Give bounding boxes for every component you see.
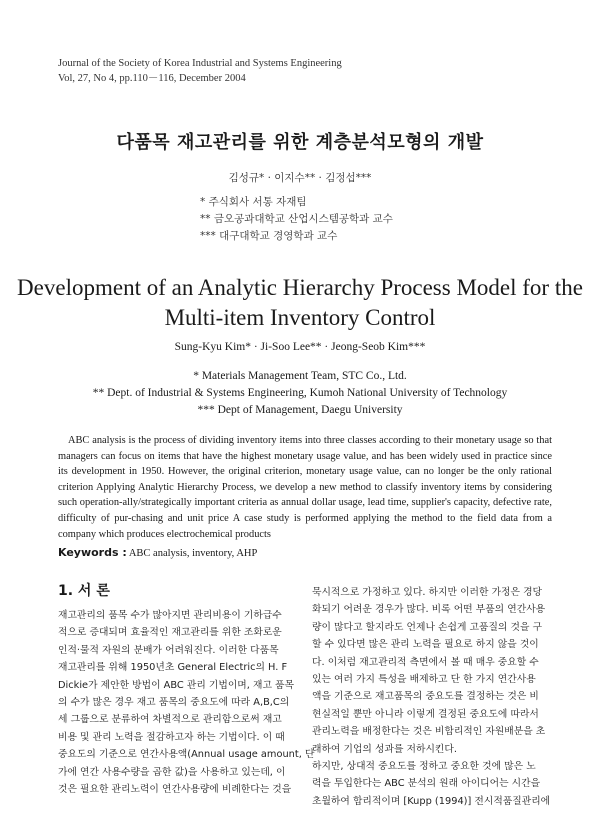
body-line: 것은 필요한 관리노력이 연간사용량에 비례한다는 것을 bbox=[58, 784, 292, 796]
journal-header bbox=[58, 56, 342, 86]
body-line: Dickie가 제안한 방법이 ABC 관리 기법이며, 재고 품목 bbox=[58, 679, 294, 691]
korean-affiliation: ** 금오공과대학교 산업시스템공학과 교수 bbox=[200, 213, 393, 225]
korean-affiliation: *** 대구대학교 경영학과 교수 bbox=[200, 230, 338, 242]
journal-name: Journal of the Society of Korea Industrial and Systems Engineering bbox=[58, 58, 342, 69]
body-line: 현실적일 뿐만 아니라 이렇게 결정된 중요도에 따라서 bbox=[312, 708, 539, 720]
body-column-left bbox=[58, 607, 315, 798]
english-authors: Sung-Kyu Kim* · Ji-Soo Lee** · Jeong-Seob Kim*** bbox=[174, 341, 426, 353]
body-line: 묵시적으로 가정하고 있다. 하지만 이러한 가정은 경당 bbox=[312, 587, 543, 598]
english-affiliation: * Materials Management Team, STC Co., Ltd. bbox=[193, 370, 407, 382]
english-affiliation: ** Dept. of Industrial & Systems Engineering, Kumoh National University of Technology bbox=[92, 387, 508, 399]
body-line: 액을 기준으로 재고품목의 중요도를 결정하는 것은 비 bbox=[312, 691, 539, 703]
english-title bbox=[0, 273, 600, 333]
body-line: 가에 연간 사용수량을 곱한 값)을 사용하고 있는데, 이 bbox=[58, 766, 286, 778]
body-line: 중요도의 기준으로 연간사용액(Annual usage amount, 단 bbox=[58, 749, 315, 761]
korean-title: 다품목 재고관리를 위한 계층분석모형의 개발 bbox=[116, 132, 484, 153]
korean-affiliation: * 주식회사 서통 자재팀 bbox=[200, 196, 307, 208]
body-line: 하지만, 상대적 중요도를 정하고 중요한 것에 많은 노 bbox=[312, 761, 536, 773]
body-line: 관리노력을 배정한다는 것은 비합리적인 자원배분을 초 bbox=[312, 726, 546, 738]
body-line: 비용 및 관리 노력을 절감하고자 하는 기법이다. 이 때 bbox=[58, 731, 285, 743]
korean-authors: 김성규* · 이지수** · 김정섭*** bbox=[228, 172, 372, 184]
body-line: 초월하여 합리적이며 [Kupp (1994)] 전시적품질관리에 bbox=[312, 795, 551, 807]
section-heading: 1. 서 론 bbox=[58, 583, 110, 599]
english-title-line: Multi-item Inventory Control bbox=[164, 305, 436, 330]
body-line: 력을 투입한다는 ABC 분석의 원래 아이디어는 시간을 bbox=[312, 778, 541, 790]
keywords bbox=[58, 546, 257, 559]
english-title-line: Development of an Analytic Hierarchy Process Model for the bbox=[17, 275, 583, 300]
english-affiliation: *** Dept of Management, Daegu University bbox=[197, 404, 403, 416]
korean-affiliations bbox=[200, 194, 393, 245]
body-line: 재고관리의 품목 수가 많아지면 관리비용이 기하급수 bbox=[58, 610, 282, 621]
body-line: 있는 여러 가지 특성을 배제하고 단 한 가지 연간사용 bbox=[312, 674, 536, 686]
journal-issue: Vol, 27, No 4, pp.110－116, December 2004 bbox=[58, 73, 246, 84]
abstract-text: ABC analysis is the process of dividing inventory items into three classes according to their monetary usage so that managers can focus on items that have the highest monetary usage value, and has been widely used in practice since its development in 1950. However, the original criterion, monetary usage value, can no longer be the only rational criterion Applying Analytic Hierarchy Process, we develop a new method to classify inventory items by considering such operation-ally/strategically important criteria as annual dollar usage, lead time, supplier's capacity, defective rate, difficulty of pur-chasing and unit price A case study is performed applying the method to the field data from a company which produces electrochemical products bbox=[58, 435, 552, 540]
body-column-right bbox=[312, 584, 551, 810]
body-line: 재고관리를 위해 1950년초 General Electric의 H. F bbox=[58, 662, 288, 674]
body-line: 인적·물적 자원의 분배가 어려워진다. 이러한 다품목 bbox=[58, 644, 279, 656]
body-line: 래하여 기업의 성과를 저하시킨다. bbox=[312, 743, 457, 755]
body-line: 세 그룹으로 분류하여 차별적으로 관리함으로써 재고 bbox=[58, 714, 282, 726]
body-line: 화되기 어려운 경우가 많다. 비록 어떤 부품의 연간사용 bbox=[312, 604, 546, 616]
body-line: 다. 이처럼 재고관리적 측면에서 볼 때 매우 중요할 수 bbox=[312, 656, 539, 668]
body-line: 의 수가 많은 경우 재고 품목의 중요도에 따라 A,B,C의 bbox=[58, 697, 290, 709]
body-line: 량이 많다고 할지라도 언제나 손쉽게 고품질의 것을 구 bbox=[312, 621, 543, 633]
english-affiliations bbox=[0, 368, 600, 419]
body-line: 할 수 있다면 많은 관리 노력을 필요로 하지 않을 것이 bbox=[312, 639, 539, 651]
body-line: 적으로 증대되며 효율적인 재고관리를 위한 조화로운 bbox=[58, 627, 282, 639]
keywords-value: ABC analysis, inventory, AHP bbox=[128, 548, 258, 559]
keywords-label: Keywords : bbox=[58, 546, 127, 559]
abstract bbox=[58, 433, 552, 542]
